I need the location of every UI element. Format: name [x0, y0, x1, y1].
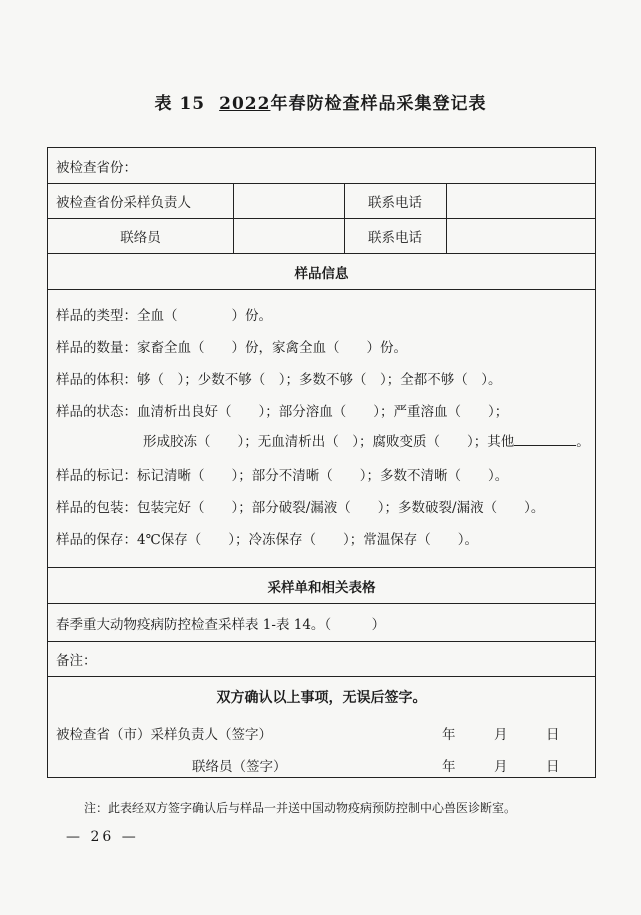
forms-header-row: [48, 568, 595, 604]
liaison-field[interactable]: [234, 219, 344, 253]
sign2-year: 年: [442, 759, 456, 775]
liaison-row: [48, 219, 595, 254]
title-year: 2022: [219, 94, 271, 114]
phone-label-1: 联系电话: [368, 195, 422, 211]
footnote: 注：此表经双方签字确认后与样品一并送中国动物疫病预防控制中心兽医诊断室。: [84, 801, 517, 815]
sample-info-header-row: [48, 254, 595, 290]
sign1-year: 年: [442, 727, 456, 743]
sign1-day: 日: [546, 727, 560, 743]
registration-form: [47, 147, 596, 778]
sample-volume-line: 样品的体积：够（ ）；少数不够（ ）；多数不够（ ）；全都不够（ ）。: [56, 372, 502, 388]
province-row: [48, 148, 595, 184]
sample-type-line: 样品的类型：全血（ ）份。: [56, 308, 272, 324]
sample-state-end: 。: [576, 434, 590, 450]
confirm-text: 双方确认以上事项，无误后签字。: [216, 690, 427, 706]
sign2-day: 日: [546, 759, 560, 775]
page-number: — 26 —: [66, 829, 139, 845]
forms-line: 春季重大动物疫病防控检查采样表 1-表 14。（ ）: [56, 616, 386, 633]
sampler-row: [48, 184, 595, 219]
sample-state-line-2-text: 形成胶冻（ ）；无血清析出（ ）；腐败变质（ ）；其他: [143, 434, 515, 450]
confirm-section: [48, 677, 595, 777]
sign1-month: 月: [494, 727, 508, 743]
sample-quantity-line: 样品的数量：家畜全血（ ）份，家禽全血（ ）份。: [56, 340, 407, 356]
sign-sampler-label: 被检查省（市）采样负责人（签字）: [56, 727, 272, 743]
sample-info-header: 样品信息: [294, 265, 349, 282]
sample-label-line: 样品的标记：标记清晰（ ）；部分不清晰（ ）；多数不清晰（ ）。: [56, 468, 509, 484]
sample-info-body: [48, 290, 595, 568]
sample-package-line: 样品的包装：包装完好（ ）；部分破裂/漏液（ ）；多数破裂/漏液（ ）。: [56, 500, 545, 516]
table-number: 表 15: [154, 94, 206, 114]
sampler-field[interactable]: [234, 184, 344, 218]
phone-label-2: 联系电话: [368, 230, 422, 246]
other-blank[interactable]: [514, 433, 576, 446]
province-label: 被检查省份：: [56, 159, 137, 176]
sample-state-line: 样品的状态：血清析出良好（ ）；部分溶血（ ）；严重溶血（ ）；: [56, 404, 509, 420]
remarks-label: 备注：: [56, 653, 97, 669]
forms-header: 采样单和相关表格: [267, 579, 376, 596]
phone-field-1[interactable]: [447, 184, 595, 218]
phone-field-2[interactable]: [447, 219, 595, 253]
sample-state-line-2: [143, 430, 590, 450]
sign-liaison-label: 联络员（签字）: [192, 759, 287, 775]
page-title: [0, 89, 641, 114]
title-text: 年春防检查样品采集登记表: [270, 94, 487, 114]
liaison-label: 联络员: [120, 230, 161, 246]
sampler-label: 被检查省份采样负责人: [56, 195, 191, 211]
forms-row: [48, 604, 595, 642]
remarks-row: [48, 642, 595, 677]
sample-storage-line: 样品的保存：4℃保存（ ）；冷冻保存（ ）；常温保存（ ）。: [56, 532, 478, 548]
sign2-month: 月: [494, 759, 508, 775]
